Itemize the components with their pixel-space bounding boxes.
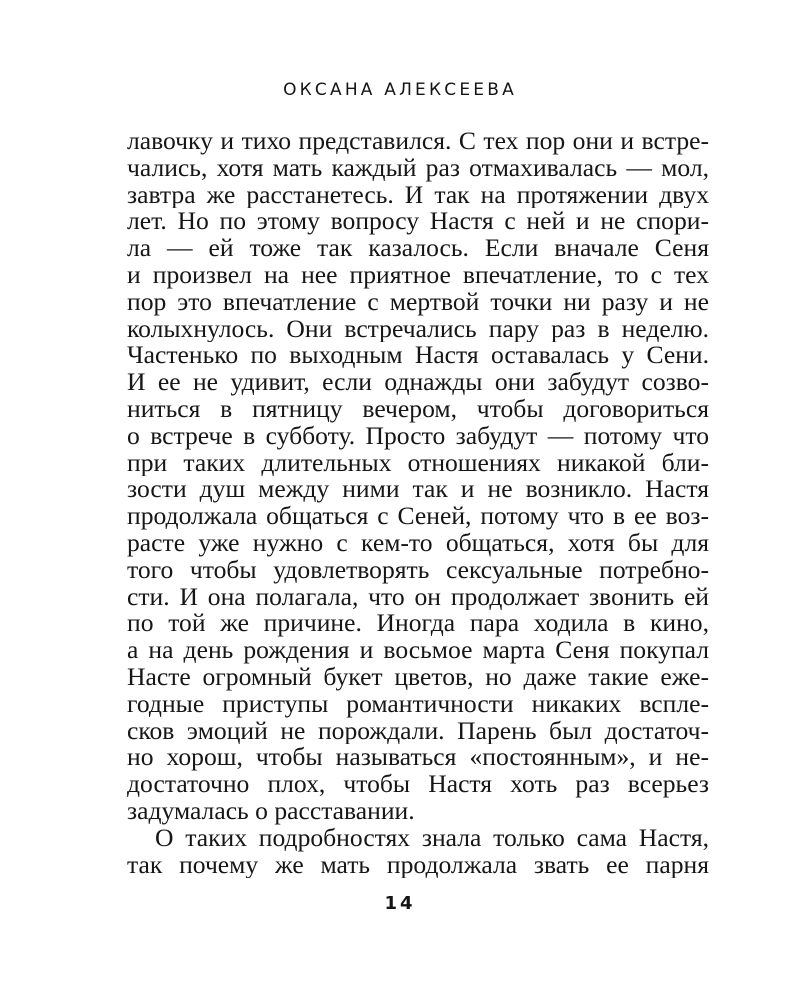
text-line: колыхнулось. Они встречались пару раз в неделю.: [127, 315, 709, 343]
text-line: сти. И она полагала, что он продолжает звонить ей: [127, 583, 709, 611]
text-line: ла — ей тоже так казалось. Если вначале Сеня: [127, 235, 709, 262]
text-line: того чтобы удовлетворять сексуальные потребно-: [127, 556, 709, 584]
text-line: И ее не удивит, если однажды они забудут созво-: [127, 369, 709, 396]
text-line: так почему же мать продолжала звать ее парня: [127, 851, 709, 879]
text-line: но хорош, чтобы называться «постоянным», и не-: [127, 744, 709, 772]
text-line: по той же причине. Иногда пара ходила в кино,: [127, 610, 709, 638]
text-line-paragraph-start: О таких подробностях знала только сама Настя,: [155, 824, 709, 852]
text-line: расте уже нужно с кем-то общаться, хотя бы для: [127, 529, 709, 557]
text-line: годные приступы романтичности никаких вспле-: [127, 690, 709, 718]
text-line: ниться в пятницу вечером, чтобы договориться: [127, 395, 709, 423]
text-line: продолжала общаться с Сеней, потому что в ее воз-: [127, 503, 709, 530]
running-head-author: ОКСАНА АЛЕКСЕЕВА: [283, 80, 517, 100]
text-line: а на день рождения и восьмое марта Сеня покупал: [127, 637, 709, 664]
text-line: лет. Но по этому вопросу Настя с ней и не спори-: [127, 208, 709, 236]
text-line: пор это впечатление с мертвой точки ни разу и не: [127, 288, 709, 316]
text-line: завтра же расстанетесь. И так на протяжении двух: [127, 181, 709, 209]
text-line: и произвел на нее приятное впечатление, то с тех: [127, 261, 709, 289]
body-text: [127, 128, 709, 878]
text-line-paragraph-end: задумалась о расставании.: [127, 797, 415, 825]
text-line: лавочку и тихо представился. С тех пор они и встре-: [127, 128, 709, 155]
text-line: зости душ между ними так и не возникло. Настя: [127, 476, 709, 504]
text-line: Насте огромный букет цветов, но даже такие еже-: [127, 663, 709, 691]
page-number: 14: [384, 893, 416, 914]
text-line: достаточно плох, чтобы Настя хоть раз всерьез: [127, 771, 709, 798]
text-line: сков эмоций не порождали. Парень был достаточ-: [127, 717, 709, 745]
text-line: при таких длительных отношениях никакой бли-: [127, 449, 709, 477]
text-line: чались, хотя мать каждый раз отмахивалась — мол,: [127, 154, 709, 182]
text-line: Частенько по выходным Настя оставалась у Сени.: [127, 342, 709, 370]
text-line: о встрече в субботу. Просто забудут — потому что: [127, 422, 709, 450]
